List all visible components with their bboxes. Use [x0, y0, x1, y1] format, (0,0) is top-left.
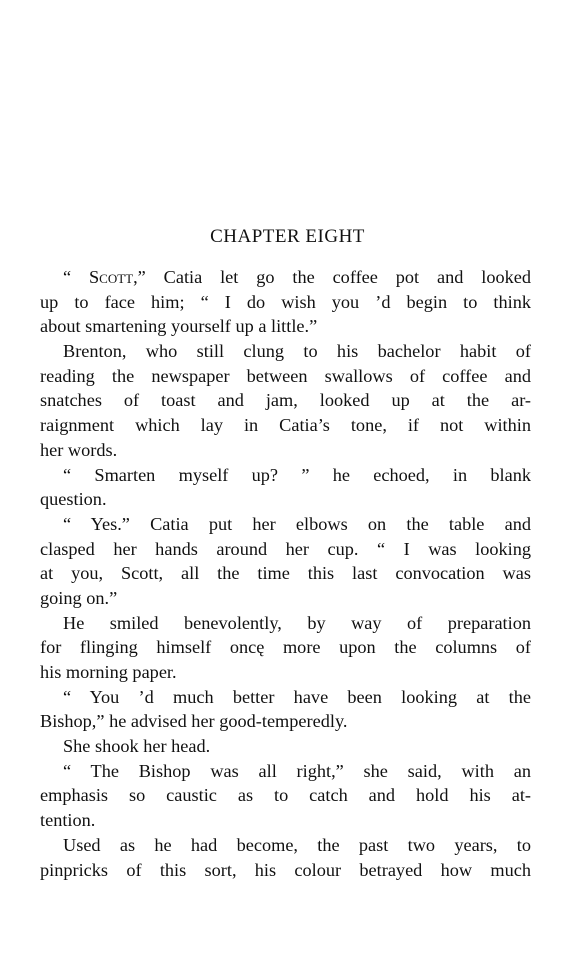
text-line: her words. [40, 439, 118, 460]
text-line: “ The Bishop was all right,” she said, with an [63, 760, 531, 781]
text-line: for flinging himself oncę more upon the columns of [40, 637, 531, 658]
text-line: Bishop,” he advised her good-temperedly. [40, 711, 348, 732]
text-line: emphasis so caustic as to catch and hold his at- [40, 785, 531, 806]
text-line: “ Smarten myself up? ” he echoed, in blank [63, 464, 531, 485]
text-line: pinpricks of this sort, his colour betrayed how much [40, 859, 531, 880]
text-line: Brenton, who still clung to his bachelor habit of [63, 341, 531, 362]
text-line: tention. [40, 810, 96, 831]
text-line: going on.” [40, 587, 118, 608]
chapter-body-text [40, 265, 531, 882]
small-caps-name: Scott [88, 267, 134, 287]
text-line: He smiled benevolently, by way of preparation [63, 612, 531, 633]
text-line: “ Yes.” Catia put her elbows on the table and [63, 513, 531, 534]
text-line: snatches of toast and jam, looked up at the ar- [40, 390, 531, 411]
text-line: Used as he had become, the past two years, to [63, 834, 531, 855]
text-line: up to face him; “ I do wish you ’d begin to think [40, 291, 531, 312]
text-line: clasped her hands around her cup. “ I was looking [40, 538, 531, 559]
text-line: his morning paper. [40, 662, 177, 682]
text-line: raignment which lay in Catia’s tone, if not within [40, 415, 531, 436]
text-line: “ Scott,” Catia let go the coffee pot and looked [63, 267, 531, 287]
text-line: about smartening yourself up a little.” [40, 316, 318, 337]
text-line: She shook her head. [63, 736, 211, 757]
text-line: reading the newspaper between swallows of coffee and [40, 365, 531, 386]
text-line: at you, Scott, all the time this last convocation was [40, 563, 531, 584]
chapter-title: CHAPTER EIGHT [210, 226, 365, 247]
text-line: question. [40, 489, 107, 510]
text-line: “ You ’d much better have been looking at the [63, 686, 531, 707]
